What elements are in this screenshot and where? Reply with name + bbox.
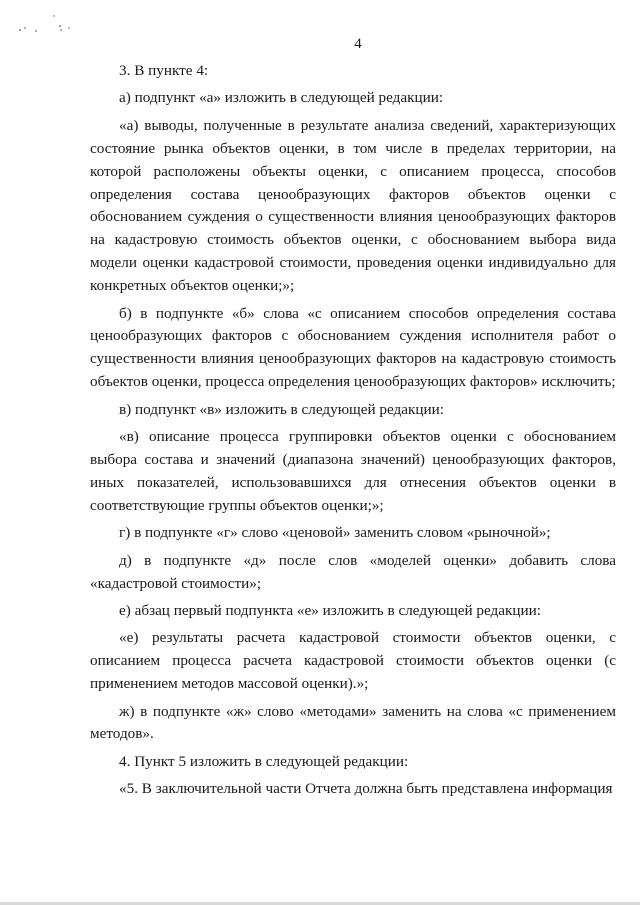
paragraph-subitem-g: г) в подпункте «г» слово «ценовой» заменить словом «рыночной»; — [119, 524, 551, 542]
paragraph-subitem-zh: ж) в подпункте «ж» слово «методами» заменить на слова «с применением методов». — [90, 702, 616, 743]
page-number: 4 — [354, 36, 362, 52]
paragraph-subitem-b: б) в подпункте «б» слова «с описанием способов определения состава ценообразующих факторов с обоснованием суждения исполнителя работ о существенности влияния ценообразующих факторов на кадастровую стоимость объектов оценки, процесса определения ценообразующих факторов» исключить; — [90, 304, 616, 391]
paragraph-subitem-d: д) в подпункте «д» после слов «моделей оценки» добавить слова «кадастровой стоимости»; — [90, 551, 616, 592]
scan-specks — [14, 14, 74, 38]
paragraph-quote-e: «е) результаты расчета кадастровой стоимости объектов оценки, с описанием процесса расчета кадастровой стоимости объектов оценки (с применением методов массовой оценки).»; — [90, 629, 616, 693]
paragraph-quote-v: «в) описание процесса группировки объектов оценки с обоснованием выбора состава и значений (диапазона значений) ценообразующих факторов, иных показателей, использовавшихся для отнесения объектов оценки в соответствующие группы объектов оценки;»; — [90, 428, 616, 514]
document-body — [90, 60, 616, 801]
paragraph-subitem-a: а) подпункт «а» изложить в следующей редакции: — [119, 89, 444, 107]
paragraph-quote-a: «а) выводы, полученные в результате анализа сведений, характеризующих состояние рынка объектов оценки, в том числе в пределах территории, на которой расположены объекты оценки, с описанием процесса, способов определения состава ценообразующих факторов объектов оценки с обоснованием суждения о существенности влияния ценообразующих факторов на кадастровую стоимость объектов оценки, с обоснованием выбора вида модели оценки кадастровой стоимости, проведения оценки индивидуально для конкретных объектов оценки;»; — [90, 116, 616, 295]
paragraph-quote-5: «5. В заключительной части Отчета должна быть представлена информация — [119, 780, 613, 798]
paragraph-item-4: 4. Пункт 5 изложить в следующей редакции: — [119, 752, 409, 770]
paragraph-item-3: 3. В пункте 4: — [119, 62, 209, 79]
paragraph-subitem-v: в) подпункт «в» изложить в следующей редакции: — [119, 400, 444, 418]
paragraph-subitem-e: е) абзац первый подпункта «е» изложить в следующей редакции: — [119, 601, 541, 619]
